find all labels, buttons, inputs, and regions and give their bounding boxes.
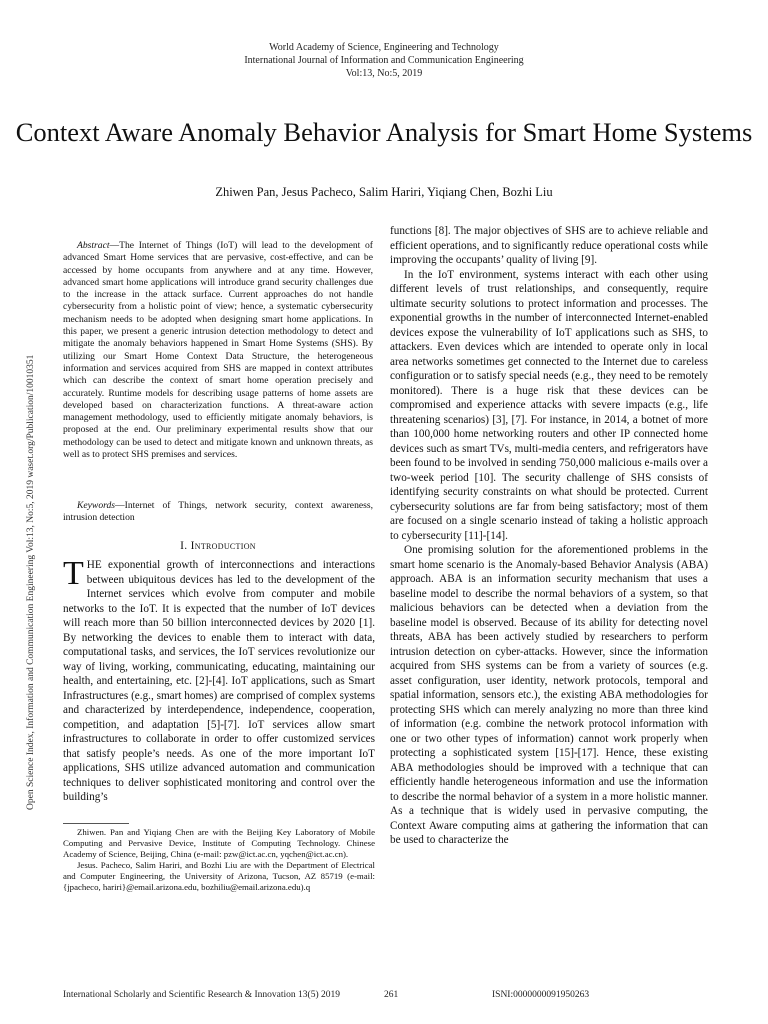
paragraph-3: One promising solution for the aforementioned problems in the smart home scenario is the Anomaly-based Behavior Analysis (ABA) approach. ABA is an information security mechanism that uses a baseline model to describe the normal behaviors of a system, so that malicious behaviors can be detected when a deviation from the baseline model is observed. Because of its ability for detecting novel threats, ABA has been actively studied by researchers to perform intrusion detection on cyber-attacks. However, since the information acquired from SHS systems can be from a variety of sources (e.g. asset configuration, user identity, network protocols, temporal and spatial information, sensors etc.), the existing ABA methodologies for protecting SHS which can merely analyzing no more than three kind of information (e.g. combine the network protocol information with one or two other types of information) cannot work properly when protecting a sophisticated system [15]-[17]. Hence, these existing ABA methodologies should be improved with a technique that can efficiently handle heterogeneous information and use the information to describe the normal behavior of a system in a more holistic manner. As a technique that is widely used in pervasive computing, the Context Aware computing aims at gathering the information that can be used to characterize the — [390, 544, 708, 846]
footnote-divider — [63, 823, 129, 824]
footer-publisher: International Scholarly and Scientific Research & Innovation 13(5) 2019 — [63, 990, 341, 1000]
right-column — [390, 224, 708, 848]
keywords-label: Keywords — [77, 500, 116, 511]
abstract — [63, 240, 373, 461]
side-watermark: Open Science Index, Information and Communication Engineering Vol:13, No:5, 2019 waset.org/Publication/10010351 — [26, 354, 36, 810]
paper-title: Context Aware Anomaly Behavior Analysis for Smart Home Systems — [15, 117, 753, 147]
journal-subtitle: International Journal of Information and Communication Engineering — [244, 55, 524, 66]
page-number: 261 — [384, 990, 399, 1000]
footnote-1: Zhiwen. Pan and Yiqiang Chen are with the Beijing Key Laboratory of Mobile Computing and Pervasive Device, Institute of Computing Technology. Chinese Academy of Science, Beijing, China (e-mail: pzw@ict.ac.cn, yqchen@ict.ac.cn). — [63, 827, 375, 859]
journal-volume: Vol:13, No:5, 2019 — [345, 68, 423, 79]
footer-isni: ISNI:0000000091950263 — [492, 990, 590, 1000]
introduction-text — [63, 555, 375, 805]
keywords — [63, 500, 373, 525]
section-heading — [63, 540, 373, 552]
journal-name: World Academy of Science, Engineering and Technology — [269, 42, 499, 53]
section-title: Introduction — [190, 540, 256, 552]
keywords-text: —Internet of Things, network security, context awareness, intrusion detection — [63, 500, 373, 524]
abstract-text: —The Internet of Things (IoT) will lead to the development of advanced Smart Home services that are pervasive, cost-effective, and can be accessed by home occupants from anywhere and at any time. However, advanced smart home applications will introduce grand security challenges due to the increase in the attack surface. Current approaches do not handle cybersecurity from a holistic point of view; hence, a systematic cybersecurity mechanism needs to be adopted when designing smart home applications. In this paper, we present a generic intrusion detection methodology to detect and mitigate the anomaly behaviors happened in Smart Home Systems (SHS). By utilizing our Smart Home Context Data Structure, the heterogeneous information and services acquired from SHS are mapped in context attributes which can describe the context of smart home operation precisely and accurately. Runtime models for describing usage patterns of home assets are developed based on characterization functions. A threat-aware action management methodology, used to efficiently mitigate anomaly behaviors, is proposed at the end. Our preliminary experimental results show that our methodology can be used to detect and mitigate known and unknown threats, as well as to protect SHS premises and services. — [63, 240, 373, 461]
section-number: I. — [180, 540, 188, 552]
paragraph-2: In the IoT environment, systems interact with each other using different levels of trust relationships, and consequently, require ultimate security solutions to protect information and processes. The exponential growths in the number of interconnected Internet-enabled devices expose the vulnerability of IoT applications such as SHS, to attackers. Even devices which are intended to operate only in local area networks sometimes get connected to the Internet due to careless configuration or to satisfy special needs (e.g., they need to be remotely monitored). There is a huge risk that these devices can be compromised and experience attacks with severe impacts (e.g., life threatening scenarios) [3], [7]. For instance, in 2014, a botnet of more than 100,000 home networking routers and other IP connected home devices such as smart TVs, multi-media centers, and refrigerators have been found to be involved in sending 750,000 malicious e-mails over a two-week period [10]. The security challenge of SHS consists of identifying security constraints on what should be protected. Current cybersecurity solutions are far from being satisfactory; most of them are focused on a single scenario instead of taking a holistic approach to cybersecurity [11]-[14]. — [390, 268, 708, 542]
paragraph-1: functions [8]. The major objectives of SHS are to achieve reliable and efficient operations, and to significantly reduce operational costs while improving the occupants’ quality of living [9]. — [390, 225, 708, 266]
footnote-2: Jesus. Pacheco, Salim Hariri, and Bozhi Liu are with the Department of Electrical and Computer Engineering, the University of Arizona, Tucson, AZ 85719 (e-mail: {jpacheco, hariri}@email.arizona.edu, bozhiliu@email.arizona.edu).q — [63, 860, 375, 892]
author-list: Zhiwen Pan, Jesus Pacheco, Salim Hariri, Yiqiang Chen, Bozhi Liu — [215, 185, 553, 199]
abstract-label: Abstract — [77, 240, 110, 251]
drop-cap: T — [63, 555, 84, 592]
intro-paragraph: HE exponential growth of interconnections and interactions between ubiquitous devices has led to the development of the Internet services which evolve from computer and mobile networks to the IoT. It is expected that the number of IoT devices will reach more than 50 billion interconnected devices by 2020 [1]. By networking the devices to enable them to interact with data, computational tasks, and services, the IoT services revolutionize our way of living, working, communicating, educating, maintaining our health, and entertaining, etc. [2]-[4]. IoT applications, such as Smart Infrastructures (e.g., smart homes) are comprised of complex systems and characterized by interdependence, independence, cooperation, competition, and adaptation [5]-[7]. IoT services allow smart infrastructures to collaborate in order to offer customized services that satisfy people’s needs. As one of the more important IoT applications, SHS utilize advanced automation and communication techniques to deliver sophisticated monitoring and control over the building’s — [63, 559, 375, 803]
author-footnotes — [63, 827, 375, 893]
